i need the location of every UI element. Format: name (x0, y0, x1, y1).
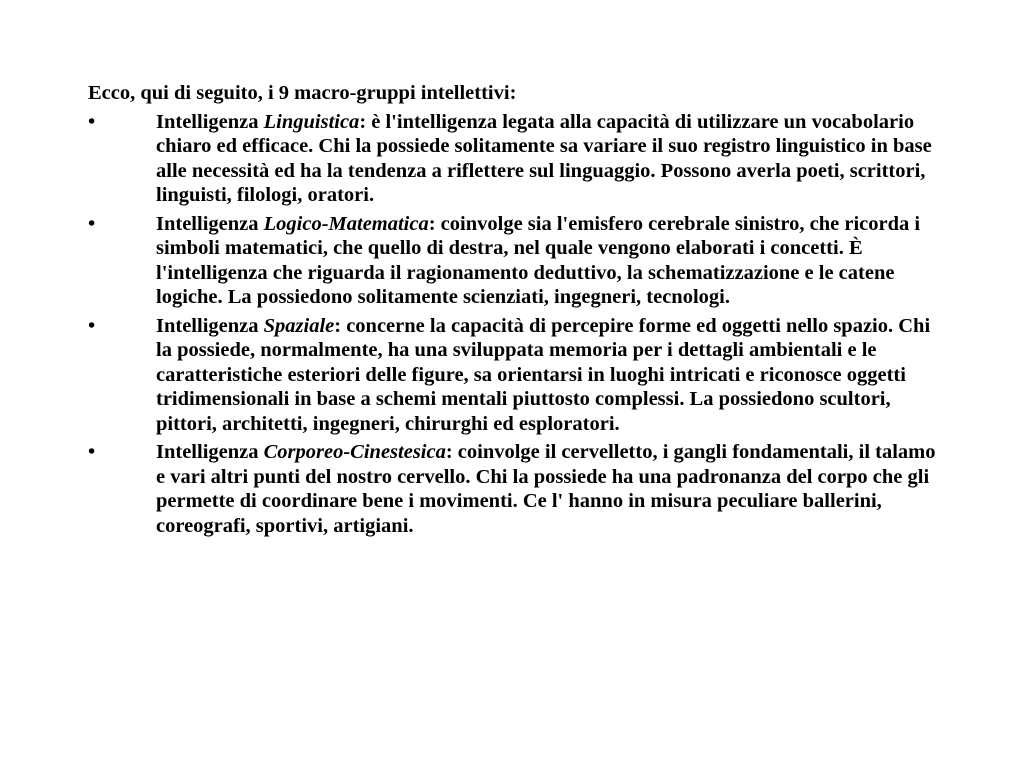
document-page (88, 81, 948, 538)
item-description: : coinvolge il cervelletto, i gangli fondamentali, il talamo e vari altri punti del nostro cervello. Chi la possiede ha una padronanza del corpo che gli permette di coordinare bene i movimenti. Ce l' hanno in misura peculiare ballerini, coreografi, sportivi, artigiani. (156, 441, 936, 537)
list-item (88, 314, 948, 437)
bullet-icon: • (88, 314, 96, 337)
item-prefix: Intelligenza (156, 314, 264, 337)
item-description: : coinvolge sia l'emisfero cerebrale sinistro, che ricorda i simboli matematici, che quello di destra, nel quale vengono elaborati i concetti. È l'intelligenza che riguarda il ragionamento deduttivo, la schematizzazione e le catene logiche. La possiedono solitamente scienziati, ingegneri, tecnologi. (156, 212, 921, 308)
item-description: : è l'intelligenza legata alla capacità di utilizzare un vocabolario chiaro ed efficace. Chi la possiede solitamente sa variare il suo registro linguistico in base alle necessità ed ha la tendenza a riflettere sul linguaggio. Possono averla poeti, scrittori, linguisti, filologi, oratori. (156, 110, 932, 206)
item-prefix: Intelligenza (156, 110, 264, 133)
intro-text: Ecco, qui di seguito, i 9 macro-gruppi intellettivi: (88, 82, 517, 104)
item-prefix: Intelligenza (156, 212, 264, 235)
list-item-text (156, 440, 946, 538)
item-prefix: Intelligenza (156, 441, 264, 463)
item-term: Linguistica (263, 110, 360, 133)
list-item (88, 440, 948, 538)
intelligence-list (88, 110, 948, 539)
item-description: : concerne la capacità di percepire forme ed oggetti nello spazio. Chi la possiede, normalmente, ha una sviluppata memoria per i dettagli ambientali e le caratteristiche esteriori delle figure, sa orientarsi in luoghi intricati e riconosce oggetti tridimensionali in base a schemi mentali piuttosto complessi. La possiedono scultori, pittori, architetti, ingegneri, chirurghi ed esploratori. (156, 314, 931, 435)
list-item-text (156, 314, 946, 437)
list-item-text (156, 212, 946, 310)
item-term: Corporeo-Cinestesica (263, 441, 446, 463)
bullet-icon: • (88, 212, 96, 235)
list-item-text (156, 110, 946, 208)
bullet-icon: • (88, 441, 96, 463)
item-term: Spaziale (263, 314, 335, 337)
item-term: Logico-Matematica (263, 212, 429, 235)
list-item (88, 212, 948, 310)
bullet-icon: • (88, 110, 96, 133)
list-item (88, 110, 948, 208)
